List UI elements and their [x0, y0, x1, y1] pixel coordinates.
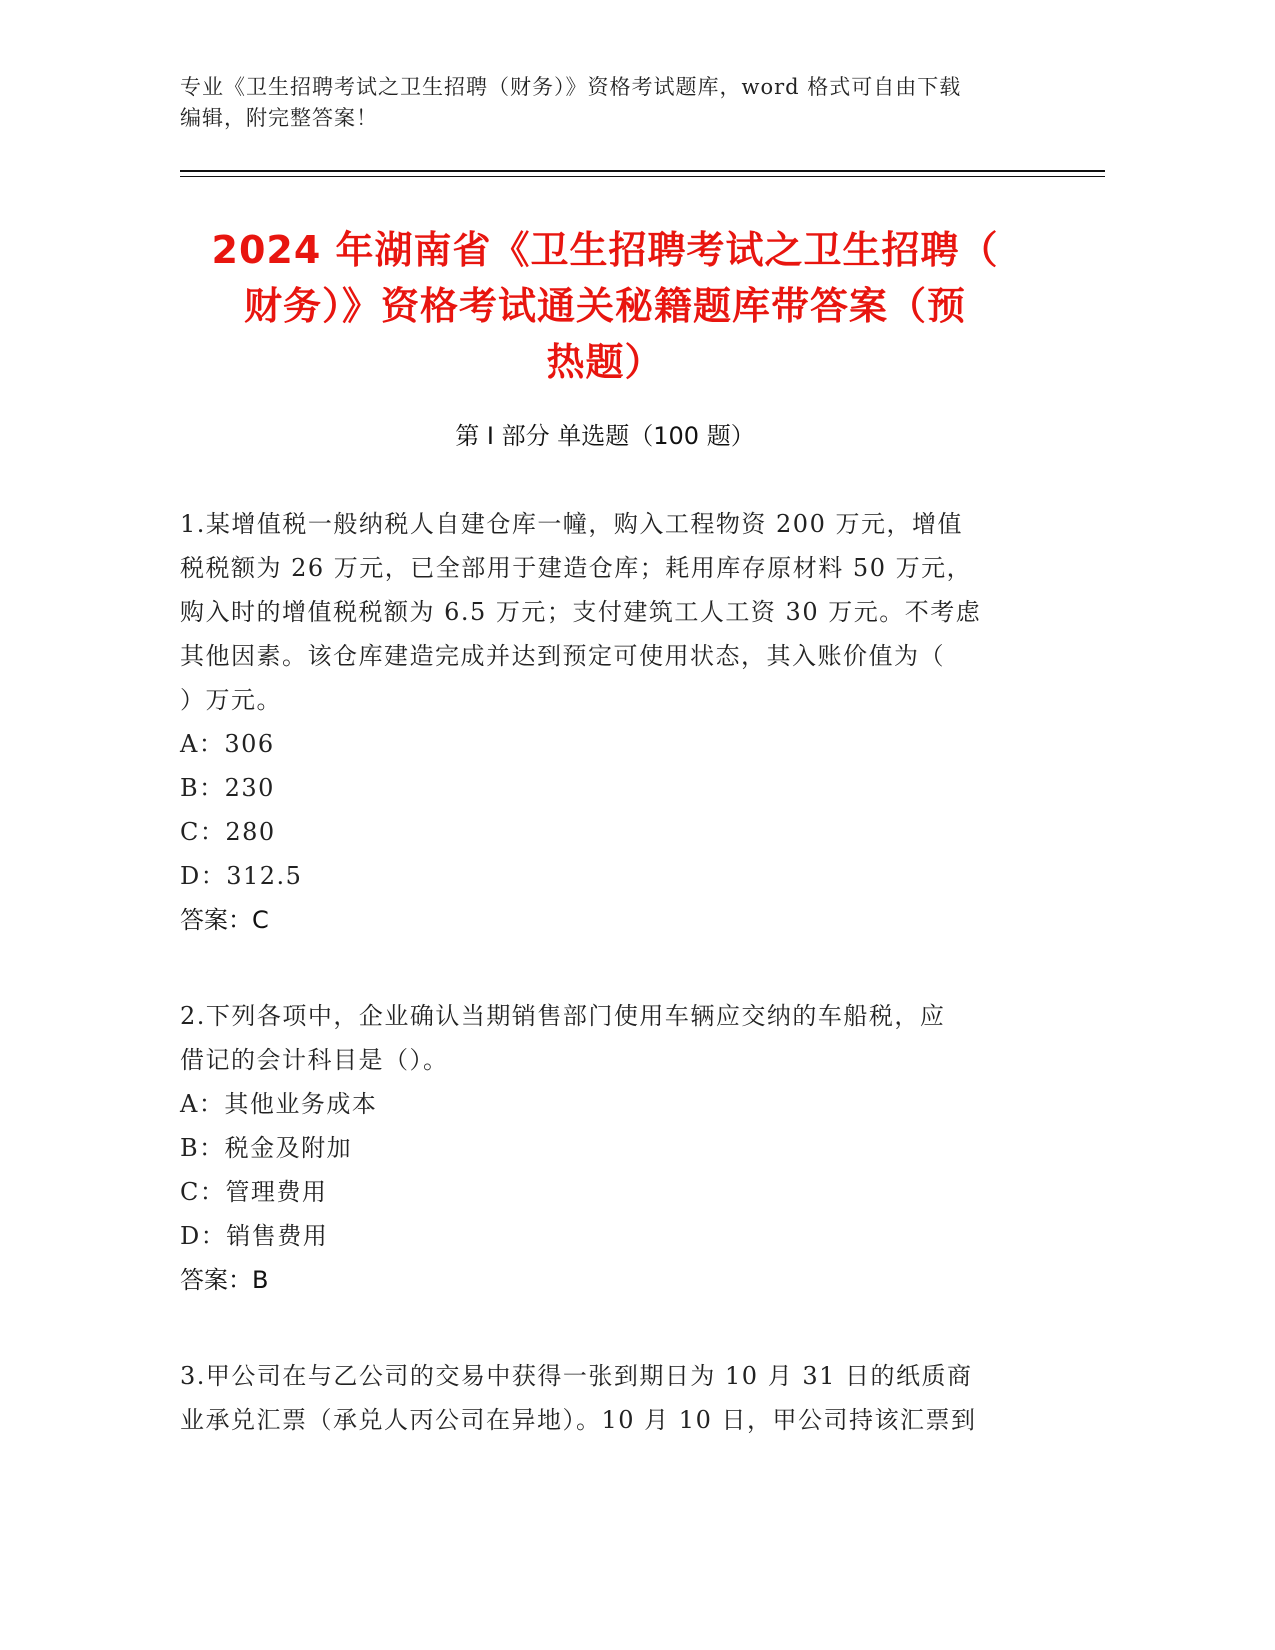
question-stem-line: 业承兑汇票（承兑人丙公司在异地）。10 月 10 日，甲公司持该汇票到: [180, 1406, 977, 1434]
question-2: [180, 994, 1040, 1302]
option-c: C：管理费用: [180, 1178, 328, 1206]
answer: 答案：B: [180, 1266, 269, 1294]
option-c: C：280: [180, 818, 276, 846]
document-title-line: 热题）: [546, 340, 664, 384]
answer: 答案：C: [180, 906, 269, 934]
question-stem-line: 税税额为 26 万元，已全部用于建造仓库；耗用库存原材料 50 万元，: [180, 554, 973, 582]
option-a: A：306: [180, 730, 275, 758]
question-stem-line: 2.下列各项中，企业确认当期销售部门使用车辆应交纳的车船税，应: [180, 1002, 946, 1030]
header-divider-thin: [180, 176, 1105, 177]
document-title: [180, 222, 1030, 390]
question-stem-line: ）万元。: [180, 686, 282, 714]
question-stem-line: 借记的会计科目是（）。: [180, 1046, 449, 1074]
header-note: [180, 72, 1100, 134]
option-a: A：其他业务成本: [180, 1090, 378, 1118]
question-stem-line: 购入时的增值税税额为 6.5 万元；支付建筑工人工资 30 万元。不考虑: [180, 598, 982, 626]
header-note-line: 专业《卫生招聘考试之卫生招聘（财务）》资格考试题库，word 格式可自由下载: [180, 75, 962, 99]
section-title: 第 I 部分 单选题（100 题）: [455, 422, 755, 450]
question-1: [180, 502, 1040, 942]
option-d: D：312.5: [180, 862, 303, 890]
document-title-line: 财务）》资格考试通关秘籍题库带答案（预: [243, 284, 966, 328]
option-b: B：230: [180, 774, 275, 802]
header-divider-thick: [180, 170, 1105, 172]
header-note-line: 编辑，附完整答案！: [180, 106, 378, 130]
document-title-line: 2024 年湖南省《卫生招聘考试之卫生招聘（: [211, 228, 999, 272]
question-stem-line: 1.某增值税一般纳税人自建仓库一幢，购入工程物资 200 万元，增值: [180, 510, 963, 538]
option-d: D：销售费用: [180, 1222, 329, 1250]
question-3: [180, 1354, 1040, 1442]
option-b: B：税金及附加: [180, 1134, 353, 1162]
question-stem-line: 其他因素。该仓库建造完成并达到预定可使用状态，其入账价值为（: [180, 642, 945, 670]
question-list: [180, 502, 1040, 1494]
question-stem-line: 3.甲公司在与乙公司的交易中获得一张到期日为 10 月 31 日的纸质商: [180, 1362, 973, 1390]
